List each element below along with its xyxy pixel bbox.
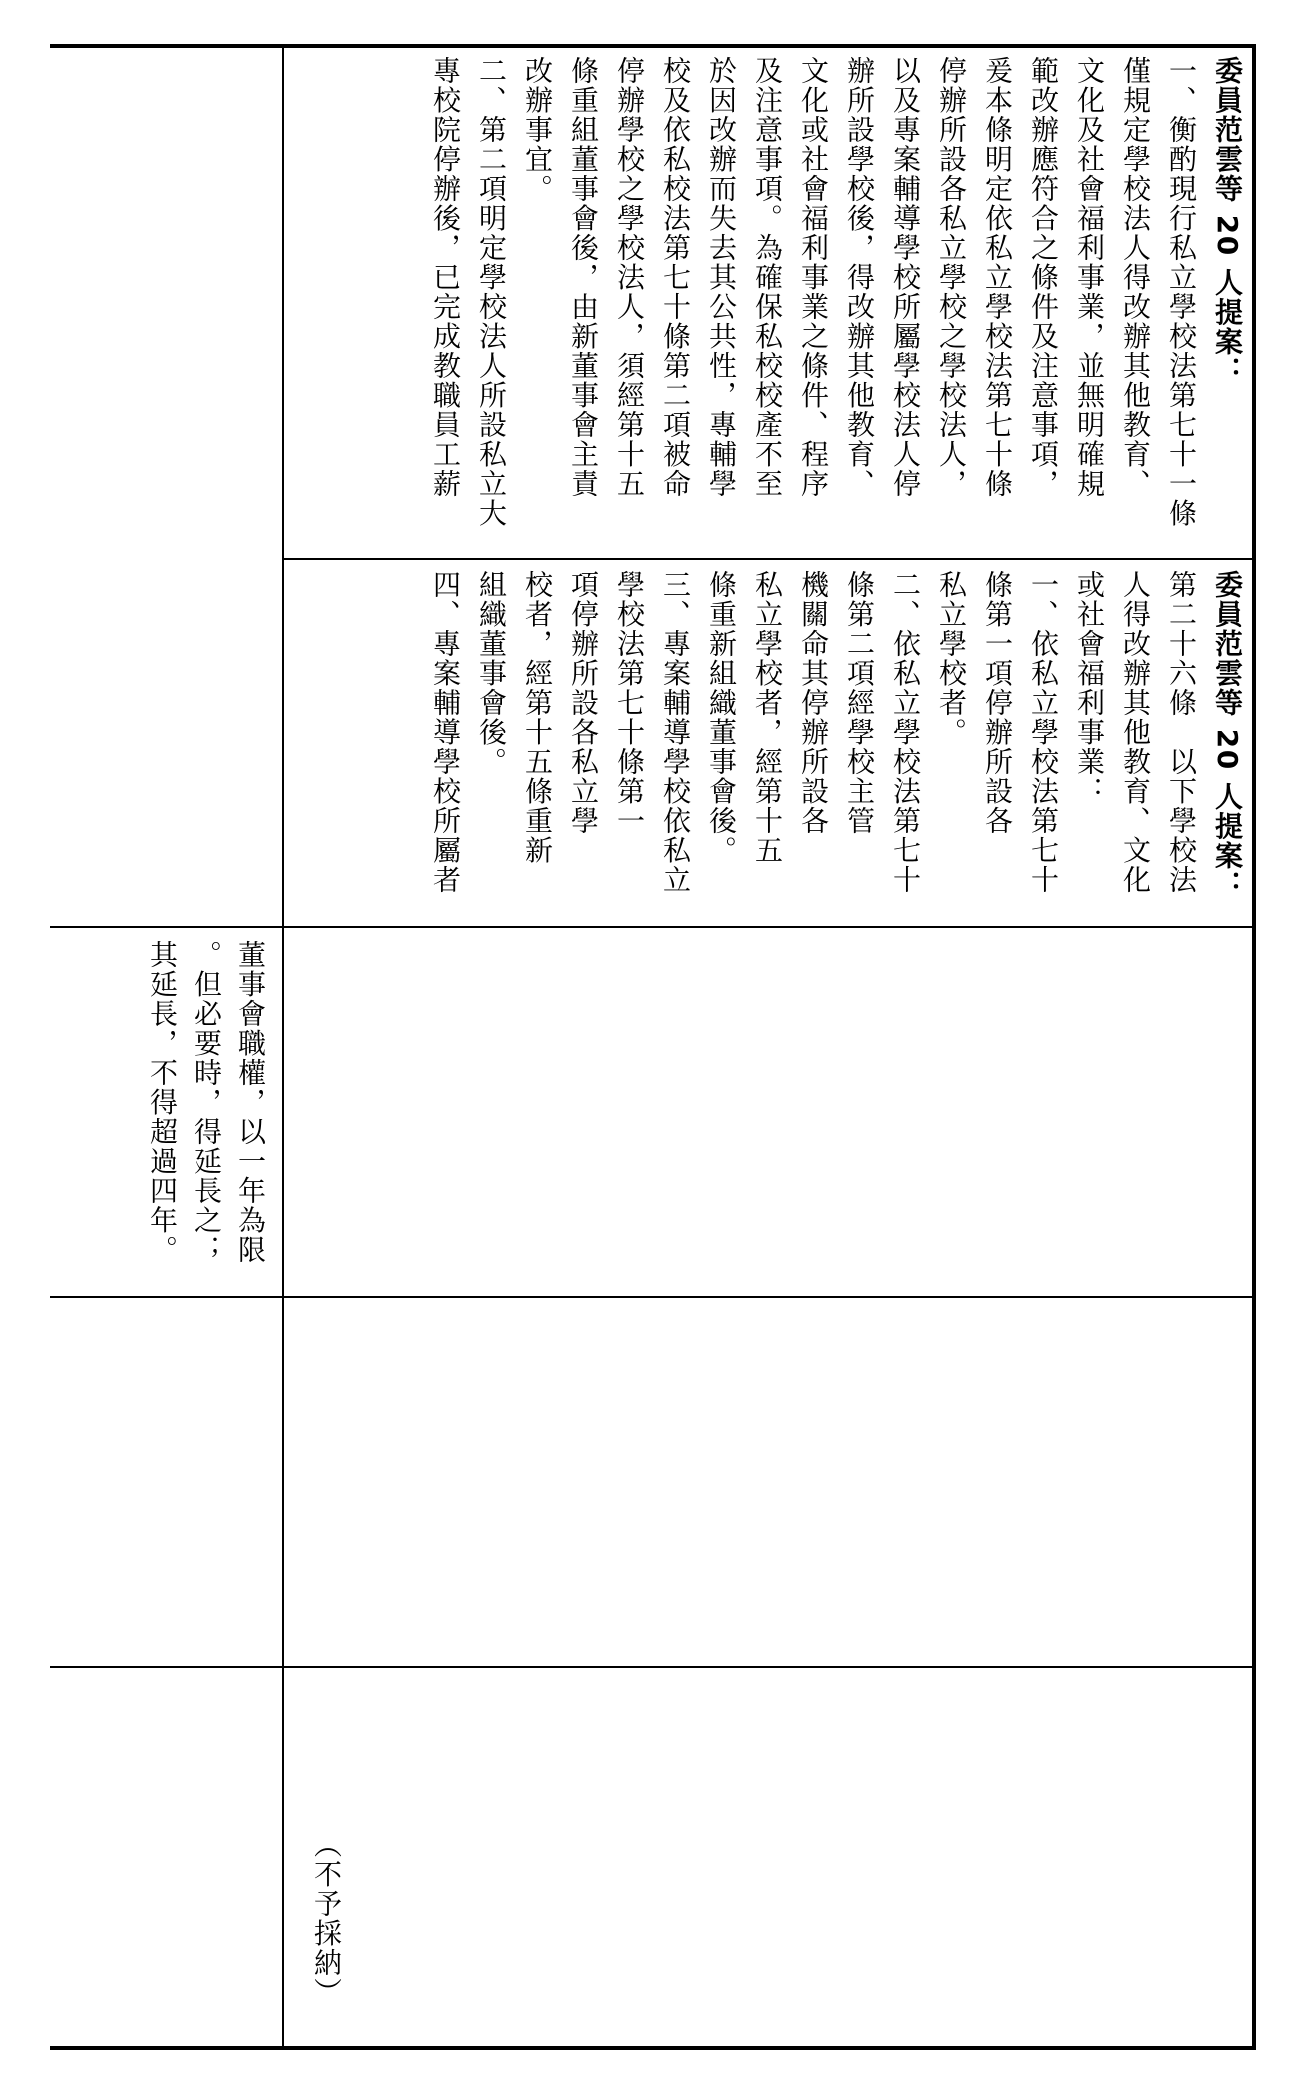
col3-line: 組織董事會後。 xyxy=(475,570,508,777)
col4-line: 僅規定學校法人得改辦其他教育、 xyxy=(1119,56,1152,499)
col3-line: 二、依私立學校法第七十 xyxy=(889,570,922,895)
row-divider-2 xyxy=(50,926,1254,928)
table-bottom-border xyxy=(50,2046,1256,2050)
col3-line: 三、專案輔導學校依私立 xyxy=(659,570,692,895)
row-divider-4 xyxy=(50,1666,1254,1668)
col3-line: 一、依私立學校法第七十 xyxy=(1027,570,1060,895)
col3-line: 或社會福利事業： xyxy=(1073,570,1106,806)
col1-line: 其延長，不得超過四年。 xyxy=(146,940,179,1265)
col3-line: 條重新組織董事會後。 xyxy=(705,570,738,865)
col4-line: 停辦學校之學校法人，須經第十五 xyxy=(613,56,646,499)
col3-line: 四、專案輔導學校所屬者 xyxy=(429,570,462,895)
col4-line: 以及專案輔導學校所屬學校法人停 xyxy=(889,56,922,499)
col4-line: 專校院停辦後，已完成教職員工薪 xyxy=(429,56,462,499)
col3-line: 第二十六條 以下學校法 xyxy=(1165,570,1198,895)
col3-line: 項停辦所設各私立學 xyxy=(567,570,600,836)
column-divider-2 xyxy=(1252,44,1256,2050)
col4-line: 改辦事宜。 xyxy=(521,56,554,204)
col4-line: 及注意事項。為確保私校校產不至 xyxy=(751,56,784,499)
col4-line: 一、衡酌現行私立學校法第七十一條 xyxy=(1165,56,1198,528)
col1-cell3 xyxy=(62,940,272,1280)
row-divider-3 xyxy=(50,1296,1254,1298)
col4-line: 範改辦應符合之條件及注意事項， xyxy=(1027,56,1060,499)
col3-heading: 委員范雲等 20 人提案： xyxy=(1211,570,1244,900)
col3-line: 私立學校者。 xyxy=(935,570,968,747)
col3-line: 私立學校者，經第十五 xyxy=(751,570,784,865)
col4-line: 爰本條明定依私立學校法第七十條 xyxy=(981,56,1014,499)
col4-line: 校及依私校法第七十條第二項被命 xyxy=(659,56,692,499)
col3-proposal xyxy=(290,570,1250,920)
col4-line: 條重組董事會後，由新董事會主責 xyxy=(567,56,600,499)
col4-line: 於因改辦而失去其公共性，專輔學 xyxy=(705,56,738,499)
col4-line: 辦所設學校後，得改辦其他教育、 xyxy=(843,56,876,499)
col1-line: 。但必要時，得延長之； xyxy=(190,940,223,1265)
col3-line: 條第一項停辦所設各 xyxy=(981,570,1014,836)
col3-line: 條第二項經學校主管 xyxy=(843,570,876,836)
col1-line: 董事會職權，以一年為限 xyxy=(234,940,267,1265)
col3-line: 學校法第七十條第一 xyxy=(613,570,646,836)
col4-line: 二、第二項明定學校法人所設私立大 xyxy=(475,56,508,528)
col4-line: 文化或社會福利事業之條件、程序 xyxy=(797,56,830,499)
remark-text: （不予採納） xyxy=(310,1830,343,2007)
col3-line: 人得改辦其他教育、文化 xyxy=(1119,570,1152,895)
table-top-border xyxy=(50,44,1256,48)
col3-line: 校者，經第十五條重新 xyxy=(521,570,554,865)
col4-line: 停辦所設各私立學校之學校法人， xyxy=(935,56,968,499)
col4-line: 文化及社會福利事業，並無明確規 xyxy=(1073,56,1106,499)
col3-line: 機關命其停辦所設各 xyxy=(797,570,830,836)
row-divider-1 xyxy=(282,558,1254,560)
column-divider-1 xyxy=(282,44,284,2050)
col4-explanation xyxy=(290,56,1250,552)
col2-cell5 xyxy=(288,1830,348,2040)
col4-heading: 委員范雲等 20 人提案： xyxy=(1211,56,1244,386)
